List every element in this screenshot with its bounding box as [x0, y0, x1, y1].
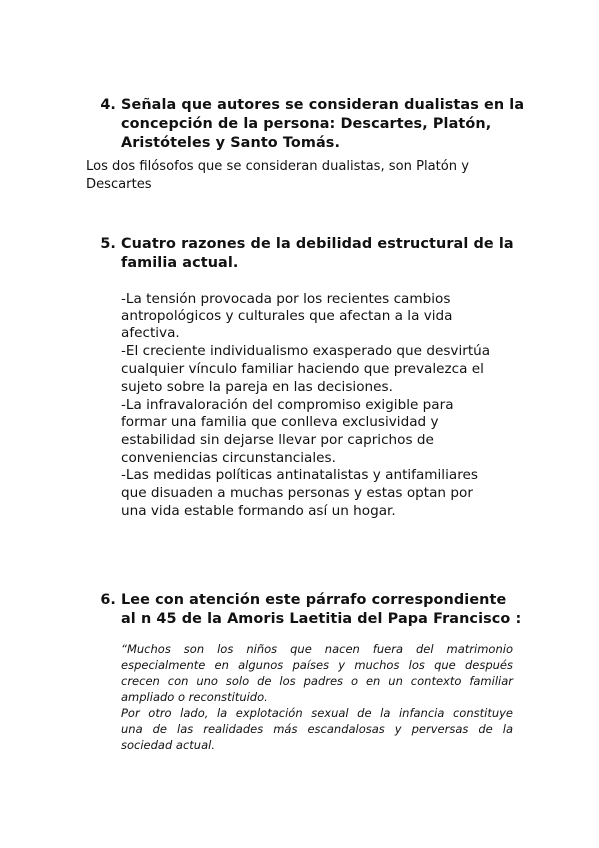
reason-text-line-7: -La infravaloración del compromiso exigible para — [121, 397, 454, 413]
question-6-line-2: al n 45 de la Amoris Laetitia del Papa Francisco : — [121, 611, 522, 627]
quote-line-2: especialmente en algunos países y muchos los que después — [121, 658, 513, 672]
reason-text-line-5: cualquier vínculo familiar haciendo que prevalezca el — [121, 361, 484, 377]
question-4-line-1: Señala que autores se consideran dualistas en la — [121, 97, 525, 113]
reason-text-line-12: que disuaden a muchas personas y estas optan por — [121, 485, 473, 501]
reason-text-line-1: -La tensión provocada por los recientes cambios — [121, 291, 451, 307]
reason-text-line-2: antropológicos y culturales que afectan a la vida — [121, 308, 453, 324]
question-4-line-2: concepción de la persona: Descartes, Platón, — [121, 116, 492, 132]
reason-text-line-6: sujeto sobre la pareja en las decisiones. — [121, 379, 393, 395]
reason-text-line-11: -Las medidas políticas antinatalistas y antifamiliares — [121, 467, 478, 483]
question-6-line-1: Lee con atención este párrafo correspondiente — [121, 592, 507, 608]
question-4-line-3: Aristóteles y Santo Tomás. — [121, 135, 341, 151]
reason-text-line-10: conveniencias circunstanciales. — [121, 450, 336, 466]
reason-text-line-9: estabilidad sin dejarse llevar por caprichos de — [121, 432, 434, 448]
answer-4-line-2: Descartes — [86, 177, 152, 192]
quote-line-5: Por otro lado, la explotación sexual de la infancia constituye — [121, 706, 513, 720]
quote-line-3: crecen con uno solo de los padres o en un contexto familiar — [121, 674, 513, 688]
reason-text-line-4: -El creciente individualismo exasperado que desvirtúa — [121, 343, 491, 359]
reason-text-line-13: una vida estable formando así un hogar. — [121, 503, 396, 519]
reason-text-line-3: afectiva. — [121, 325, 180, 341]
question-6-number: 6. — [100, 592, 116, 608]
quote-line-7: sociedad actual. — [121, 738, 215, 752]
quote-line-1: “Muchos son los niños que nacen fuera del matrimonio — [121, 642, 513, 656]
question-5-number: 5. — [100, 236, 116, 252]
question-5-line-1: Cuatro razones de la debilidad estructural de la — [121, 236, 514, 252]
answer-4-line-1: Los dos filósofos que se consideran dualistas, son Platón y — [86, 159, 470, 174]
reason-text-line-8: formar una familia que conlleva exclusividad y — [121, 414, 439, 430]
question-4-number: 4. — [100, 97, 116, 113]
quote-line-6: una de las realidades más escandalosas y perversas de la — [121, 722, 513, 736]
quote-line-4: ampliado o reconstituido. — [121, 690, 268, 704]
question-5-line-2: familia actual. — [121, 255, 239, 271]
